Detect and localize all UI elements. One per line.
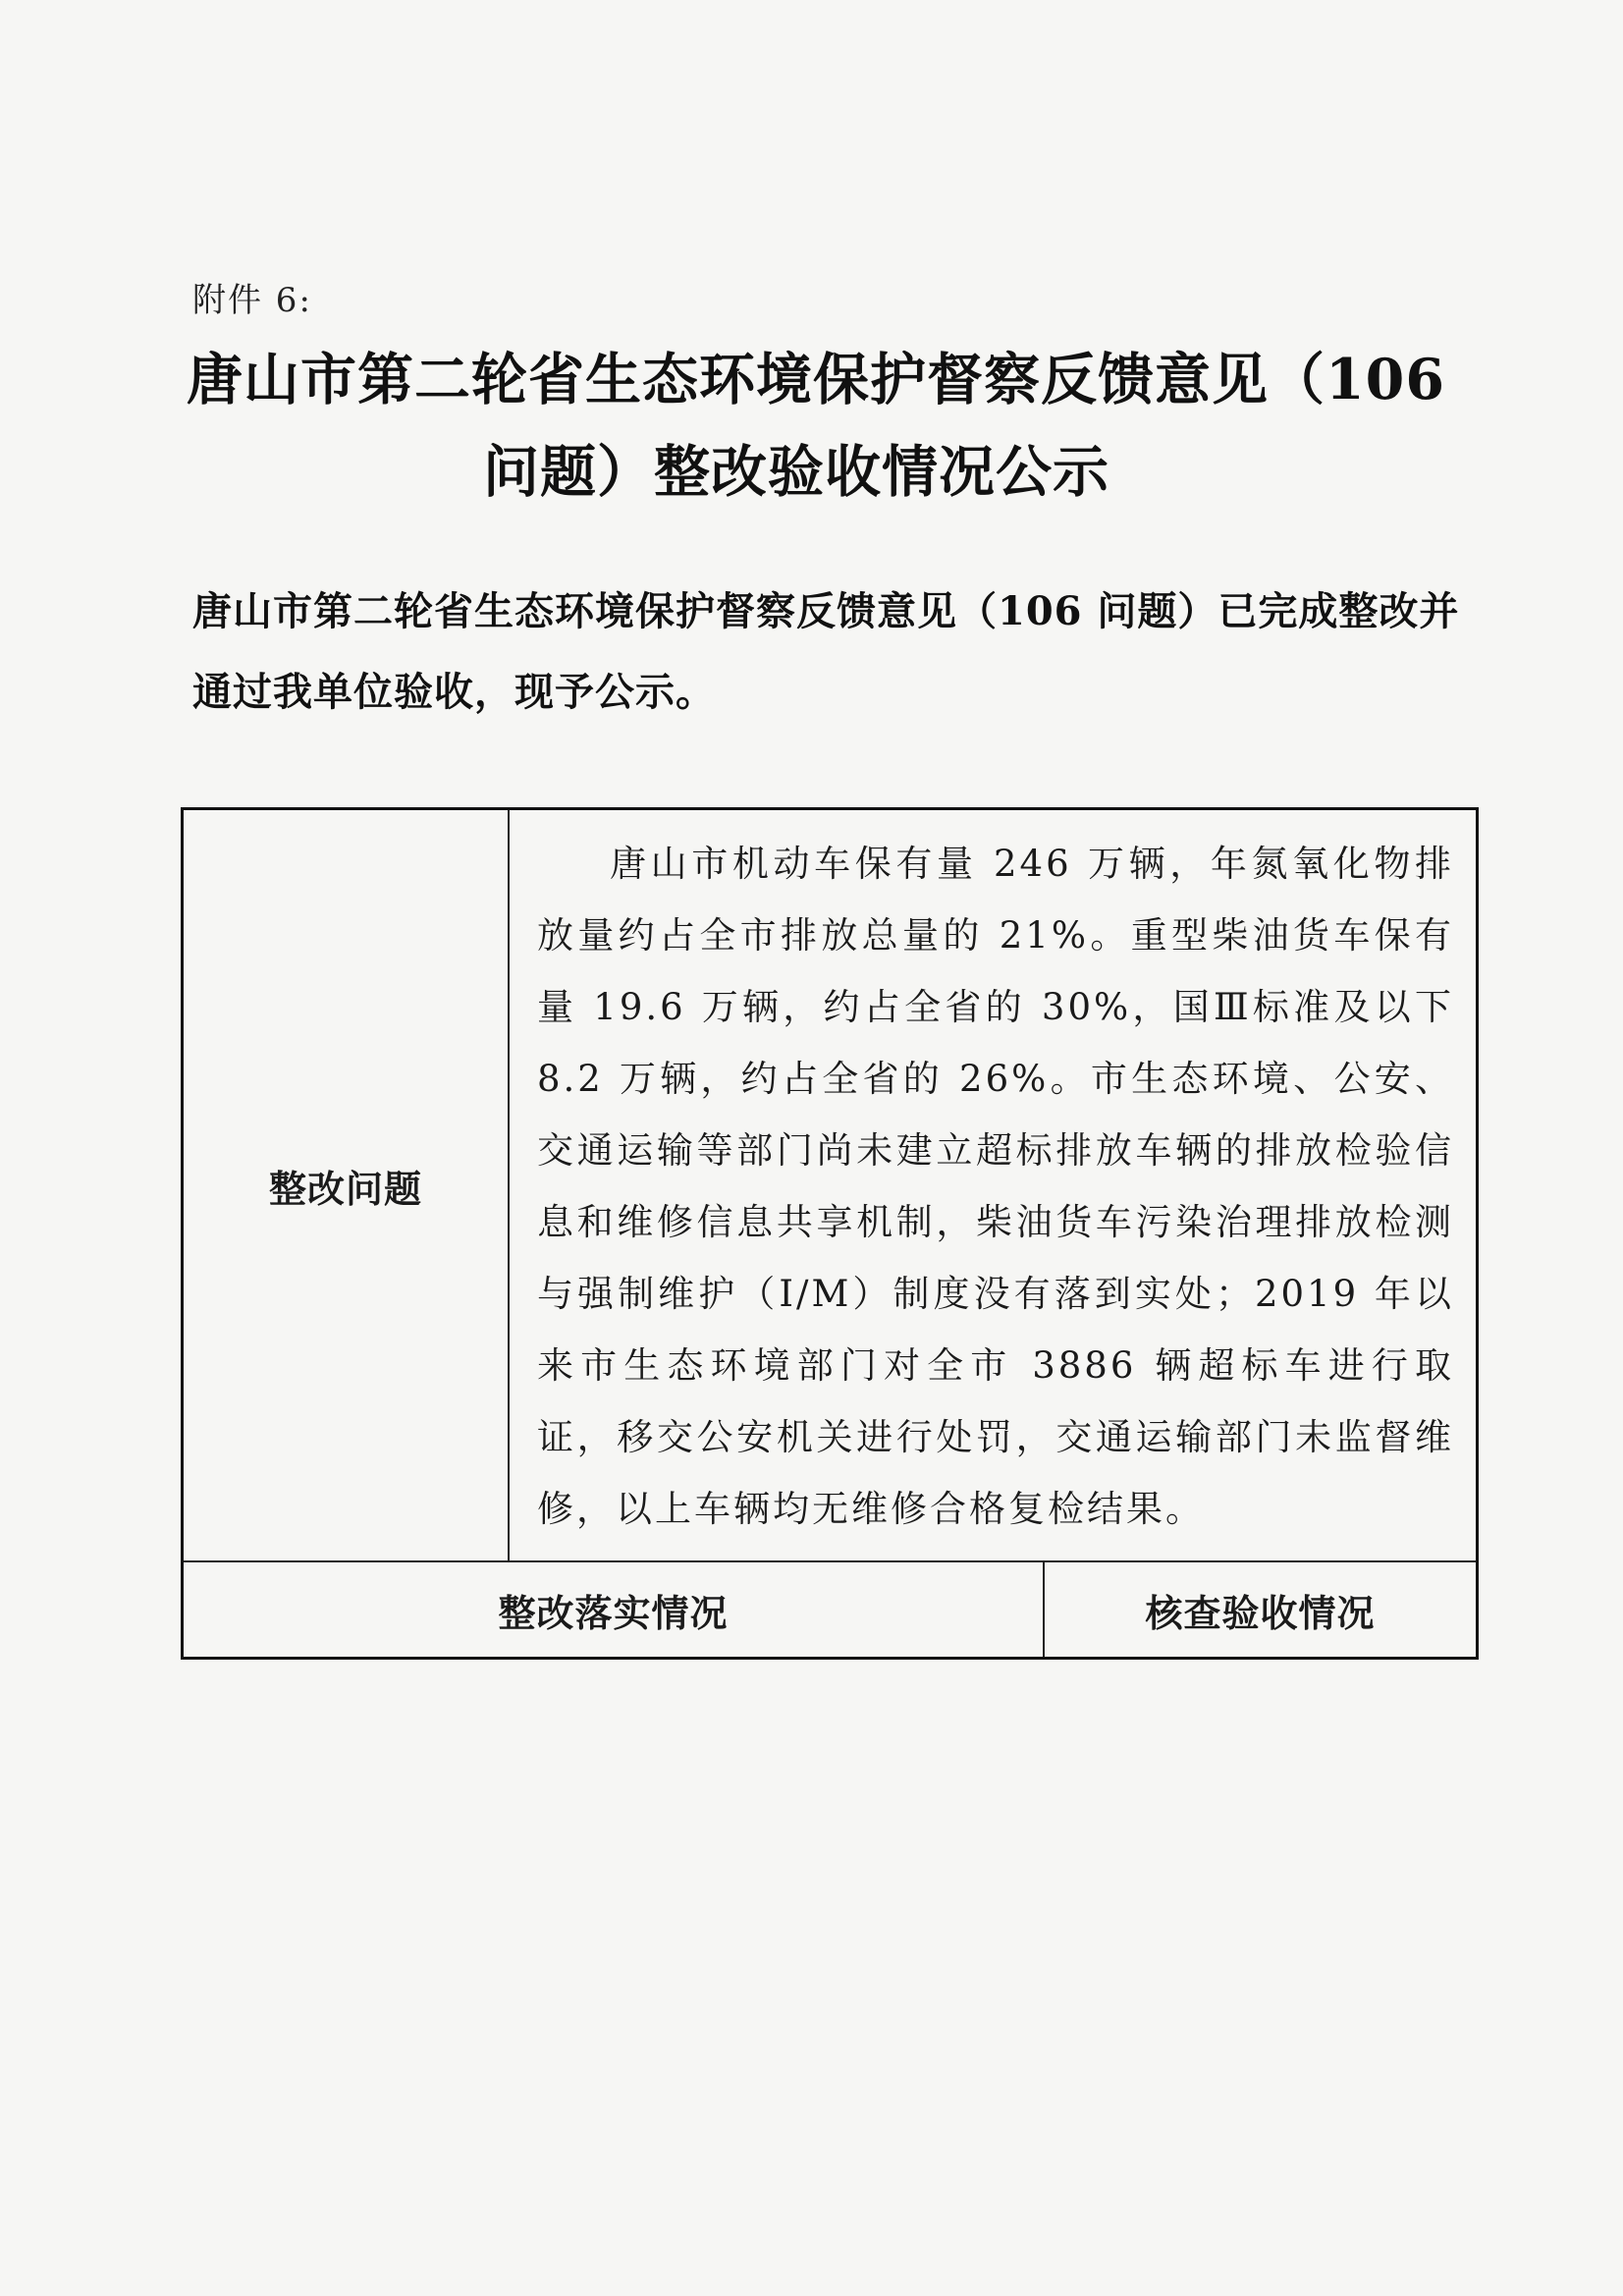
- verification-status-header: 核查验收情况: [1044, 1561, 1477, 1659]
- table-row-problem: [183, 809, 1478, 1562]
- title-line-1: 唐山市第二轮省生态环境保护督察反馈意见（106: [187, 347, 1445, 412]
- document-title: [187, 334, 1483, 519]
- title-line-2: 问题）整改验收情况公示: [483, 439, 1109, 505]
- intro-paragraph: 唐山市第二轮省生态环境保护督察反馈意见（106 问题）已完成整改并通过我单位验收，现予公示。: [192, 588, 1460, 715]
- problem-description-cell: 唐山市机动车保有量 246 万辆，年氮氧化物排放量约占全市排放总量的 21%。重型柴油货车保有量 19.6 万辆，约占全省的 30%，国Ⅲ标准及以下 8.2 万辆，约占全省的 26%。市生态环境、公安、交通运输等部门尚未建立超标排放车辆的排放检验信息和维修信息共享机制，柴油货车污染治理排放检测与强制维护（I/M）制度没有落到实处；2019 年以来市生态环境部门对全市 3886 辆超标车进行取证，移交公安机关进行处罚，交通运输部门未监督维修，以上车辆均无维修合格复检结果。: [509, 809, 1478, 1562]
- rectification-table: [181, 807, 1479, 1660]
- implementation-status-header: 整改落实情况: [183, 1561, 1045, 1659]
- problem-label-cell: 整改问题: [183, 809, 510, 1562]
- attachment-label: 附件 6:: [192, 281, 312, 320]
- table-row-headers: [183, 1561, 1478, 1659]
